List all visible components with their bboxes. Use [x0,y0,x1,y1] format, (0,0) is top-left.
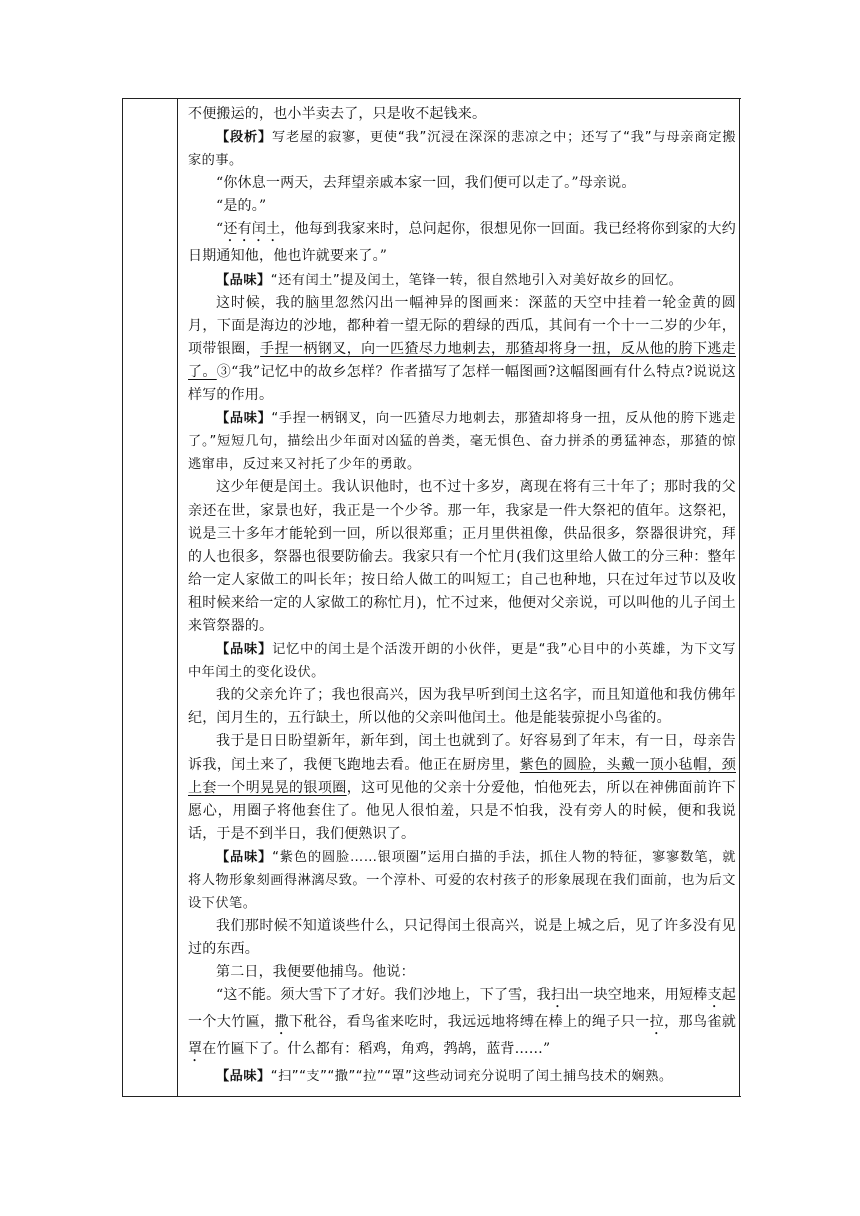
text-run: “紫色的圆脸……银项圈”运用白描的手法，抓住人物的特征，寥寥数笔，就将人物形象刻画得淋漓尽致。一个淳朴、可爱的农村孩子的形象展现在我们面前，也为后文设下伏笔。 [188,849,736,912]
text-run: 这时候，我的脑里忽然闪出一幅神异的图画来：深蓝的天空中挂着一轮金黄的圆月，下面是海边的沙地，都种着一望无际的碧绿的西瓜，其间有一个十一二岁的少年，项带银圈， [188,294,736,357]
text-run: 在竹匾下了。什么都有：稻鸡，角鸡，鹁鸪，蓝背……” [202,1041,551,1058]
table-column-divider [177,99,178,1096]
text-paragraph [188,103,736,126]
annotation-tag: 【品味】 [216,642,273,658]
annotation-tag: 【品味】 [216,849,273,865]
emphasis-text: 罩 [188,1041,203,1058]
text-run: ，这可见他的父亲十分爱他，怕他死去，所以在神佛面前许下愿心，用圈子将他套住了。他见人很怕羞，只是不怕我，没有旁人的时候，便和我说话，于是不到半日，我们便熟识了。 [188,779,736,842]
text-paragraph [188,984,736,1065]
text-paragraph [188,476,736,638]
text-run: “你休息一两天，去拜望亲戚本家一回，我们便可以走了。”母亲说。 [216,175,636,192]
text-paragraph [188,684,736,730]
annotation-paragraph [188,846,736,915]
annotation-tag: 【段析】 [216,130,272,146]
text-paragraph [188,730,736,845]
annotation-tag: 【品味】 [216,1069,271,1085]
text-run: 起一个大竹匾， [188,987,737,1031]
text-paragraph [188,195,736,218]
text-run: 记忆中的闰土是个活泼开朗的小伙伴，更是“我”心目中的小英雄，为下文写中年闰土的变化设伏。 [188,642,736,681]
text-run: 写老屋的寂寥，更使“我”沉浸在深深的悲凉之中；还写了“我”与母亲商定搬家的事。 [188,130,737,169]
text-run: ，那鸟雀就 [664,1014,737,1031]
text-run: “扫”“支”“撒”“拉”“罩”这些动词充分说明了闰土捕鸟技术的娴熟。 [270,1069,673,1085]
emphasis-text: 支 [707,987,722,1004]
text-run: 我们那时候不知道谈些什么，只记得闰土很高兴，说是上城之后，见了许多没有见过的东西。 [188,918,736,958]
text-run: 下秕谷，看鸟雀来吃时，我远远地将缚在棒上的绳子只一 [289,1014,650,1031]
text-run: “ [216,221,224,238]
text-run: 我的父亲允许了；我也很高兴，因为我早听到闰土这名字，而且知道他和我仿佛年纪，闰月生的，五行缺土，所以他的父亲叫他闰土。他是能装弶捉小鸟雀的。 [188,687,736,727]
text-run: “这不能。须大雪下了才好。我们沙地上，下了雪，我 [216,987,551,1004]
table-border-left [122,99,123,1096]
text-run: “还有闰土”提及闰土，笔锋一转，很自然地引入对美好故乡的回忆。 [270,272,683,288]
text-run: 这少年便是闰土。我认识他时，也不过十多岁，离现在将有三十年了；那时我的父亲还在世，家景也好，我正是一个少爷。那一年，我家是一件大祭祀的值年。这祭祀，说是三十多年才能轮到一回，所以很郑重；正月里供祖像，供品很多，祭器很讲究，拜的人也很多，祭器也很要防偷去。我家只有一个忙月(我们这里给人做工的分三种：整年给一定人家做工的叫长年；按日给人做工的叫短工；自己也种地，只在过年过节以及收租时候来给一定的人家做工的称忙月)，忙不过来，他便对父亲说，可以叫他的儿子闰土来管祭器的。 [188,479,736,634]
annotation-paragraph [188,269,736,292]
text-run: “是的。” [216,198,267,215]
text-paragraph [188,292,736,407]
emphasis-text: 拉 [649,1014,665,1031]
emphasis-text: 扫 [550,987,566,1004]
underlined-text: 手捏一柄钢叉，向一匹猹尽力地刺去，那猹却将身一扭，反从他的胯下逃走了。 [188,340,736,380]
underlined-text: 紫色的圆脸，头戴一顶小毡帽，颈上套一个明晃晃的银项圈 [188,756,737,796]
emphasis-text: 撒 [274,1014,289,1031]
text-paragraph [188,218,736,268]
text-run: ③“我”记忆中的故乡怎样？作者描写了怎样一幅图画?这幅图画有什么特点?说说这样写的作用。 [188,363,736,404]
text-paragraph [188,961,736,984]
annotation-tag: 【品味】 [216,411,272,427]
emphasis-text: 还有闰土 [223,221,281,238]
text-run: 我于是日日盼望新年，新年到，闰土也就到了。好容易到了年末，有一日，母亲告诉我，闰土来了，我便飞跑地去看。他正在厨房里， [188,733,736,773]
text-cell [188,103,736,1089]
annotation-paragraph [188,126,736,172]
annotation-paragraph [188,407,736,476]
text-run: ，他每到我家来时，总问起你，很想见你一回面。我已经将你到家的大约日期通知他，他也许就要来了。” [188,221,736,265]
text-run: 第二日，我便要他捕鸟。他说： [216,964,415,981]
text-paragraph [188,915,736,961]
text-paragraph [188,172,736,195]
text-run: “手捏一柄钢叉，向一匹猹尽力地刺去，那猹却将身一扭，反从他的胯下逃走了。”短短几句，描绘出少年面对凶猛的兽类，毫无惧色、奋力拼杀的勇猛神态，那猹的惊逃窜串，反过来又衬托了少年的勇敢。 [188,411,736,473]
annotation-paragraph [188,638,736,684]
text-run: 出一块空地来，用短棒 [565,987,708,1004]
text-run: 不便搬运的，也小半卖去了，只是收不起钱来。 [188,106,487,122]
annotation-paragraph [188,1065,736,1088]
annotation-tag: 【品味】 [216,272,271,288]
lesson-table [122,98,741,1097]
table-border-right [739,99,740,1096]
